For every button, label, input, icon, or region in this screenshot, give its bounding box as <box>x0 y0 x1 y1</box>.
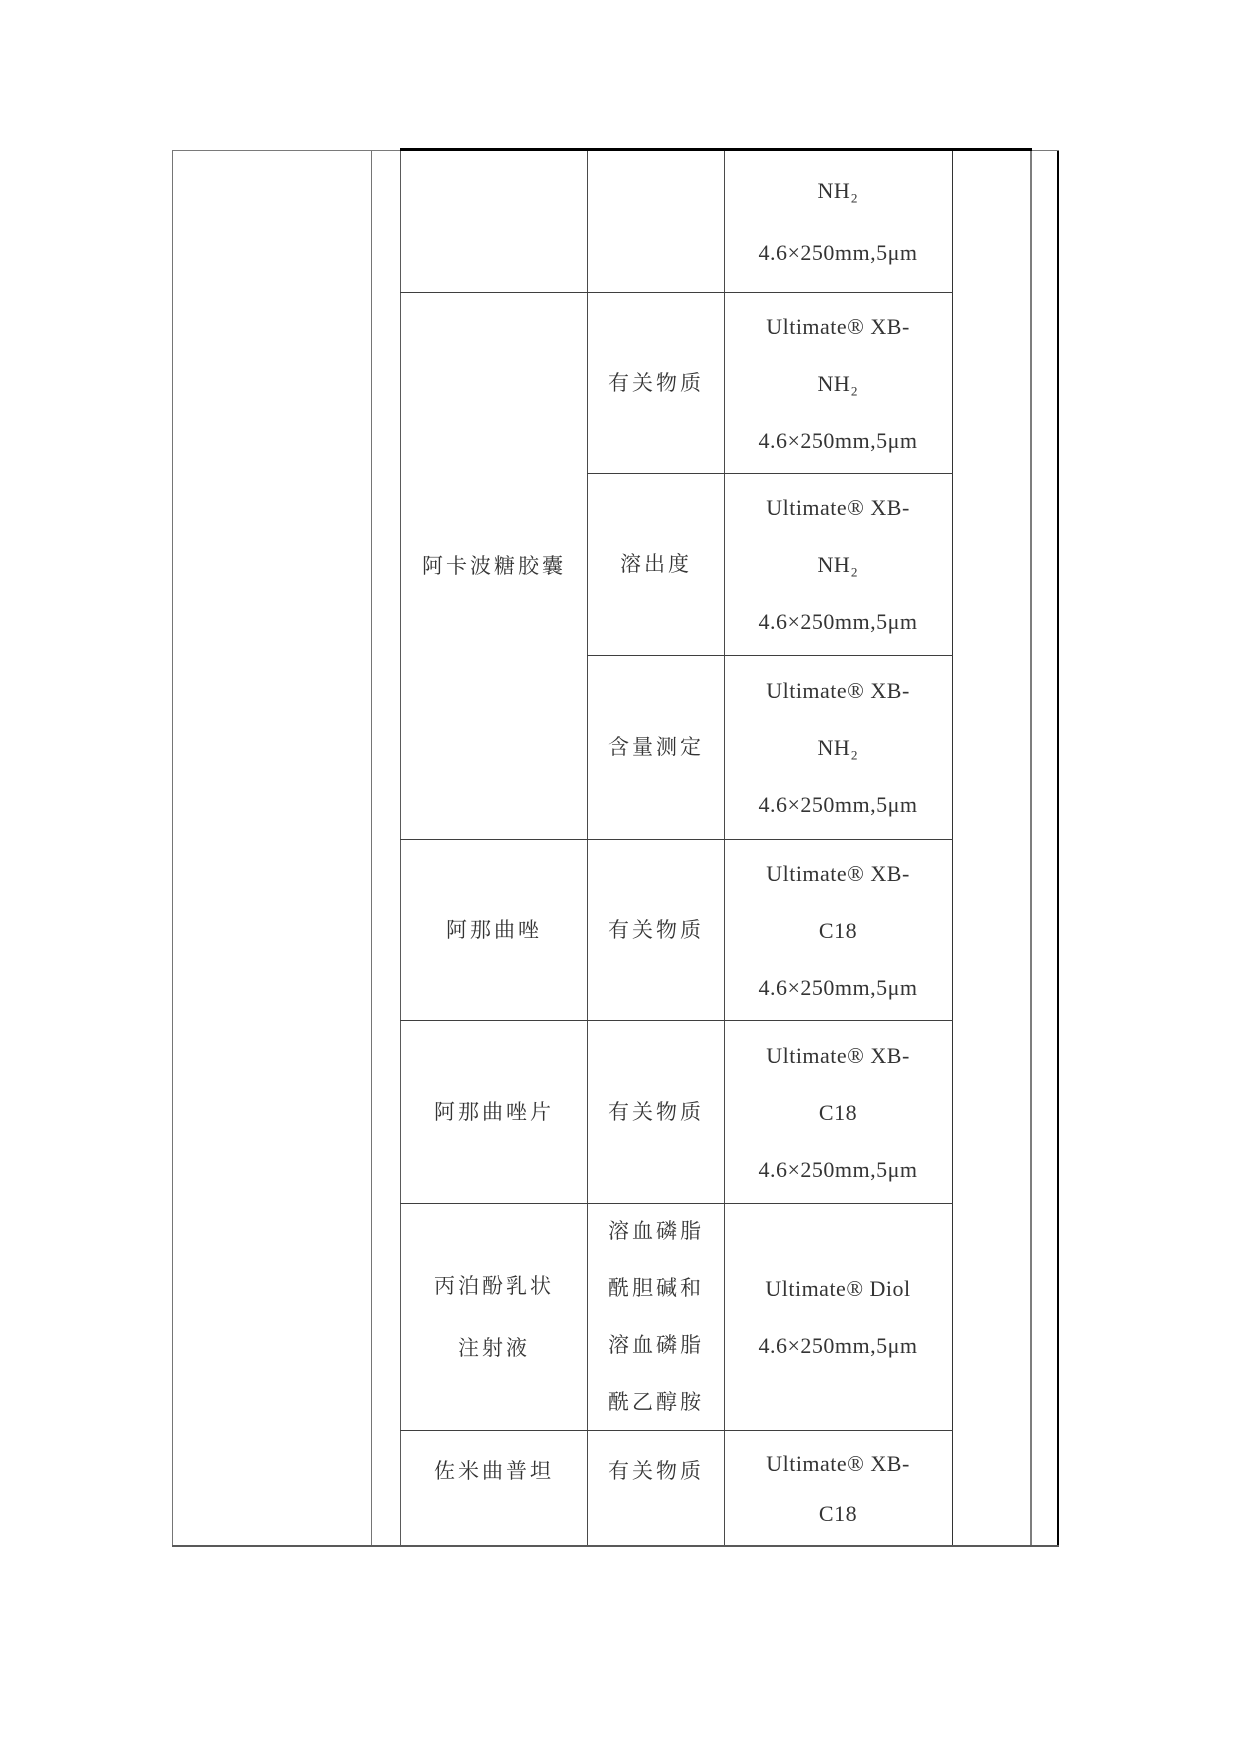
table-border-col-margin-right <box>1030 150 1032 1547</box>
table-border-top-thick <box>400 148 1032 151</box>
spec-line: 4.6×250mm,5μm <box>758 1333 918 1358</box>
cell-spec-xb-c18-2 <box>725 1021 951 1223</box>
test-item-line: 有关物质 <box>608 370 704 395</box>
spec-line: NH₂ <box>817 735 859 760</box>
cell-drug-propofol-emulsion-injection <box>401 1204 587 1454</box>
spec-line: C18 <box>818 917 858 943</box>
spec-line: 4.6×250mm,5μm <box>758 239 918 265</box>
spec-line: 4.6×250mm,5μm <box>758 974 918 1000</box>
cell-spec-xb-nh2-3 <box>725 656 951 859</box>
table-border-right <box>1057 150 1059 1547</box>
cell-spec-xb-c18-3 <box>725 1431 951 1553</box>
table-border-col-spec-right <box>952 150 953 1547</box>
cell-test-related-substances-3 <box>588 1021 724 1227</box>
drug-name-line: 阿那曲唑片 <box>434 1099 554 1124</box>
cell-drug-zolmitriptan <box>401 1431 587 1557</box>
spec-line: NH₂ <box>817 370 859 396</box>
spec-line: C18 <box>818 1099 858 1125</box>
test-item-line: 有关物质 <box>608 917 704 942</box>
test-item-line: 酰乙醇胺 <box>608 1390 704 1414</box>
drug-name-line: 佐米曲普坦 <box>434 1459 554 1483</box>
cell-spec-xb-nh2-1 <box>725 293 951 493</box>
spec-line: Ultimate® XB- <box>766 495 910 520</box>
test-item-line: 含量测定 <box>608 735 704 759</box>
cell-drug-anastrozole-tablets <box>401 1021 587 1227</box>
spec-line: 4.6×250mm,5μm <box>758 609 918 634</box>
cell-spec-diol <box>725 1204 951 1454</box>
cell-test-lysophospholipids <box>588 1204 724 1430</box>
spec-line: NH₂ <box>817 552 859 577</box>
spec-line: Ultimate® Diol <box>765 1276 911 1301</box>
test-item-line: 溶血磷脂 <box>608 1333 704 1357</box>
spec-line: Ultimate® XB- <box>766 1042 910 1068</box>
cell-test-related-substances-2 <box>588 840 724 1044</box>
drug-name-line: 丙泊酚乳状 <box>434 1274 554 1298</box>
cell-test-related-substances-1 <box>588 293 724 497</box>
cell-spec-xb-nh2-2 <box>725 474 951 675</box>
cell-test-related-substances-4 <box>588 1431 724 1557</box>
test-item-line: 有关物质 <box>608 1459 704 1483</box>
spec-line: 4.6×250mm,5μm <box>758 792 918 817</box>
test-item-line: 有关物质 <box>608 1099 704 1124</box>
spec-line: 4.6×250mm,5μm <box>758 1156 918 1182</box>
cell-drug-anastrozole <box>401 840 587 1044</box>
cell-test-dissolution <box>588 474 724 679</box>
spec-line: C18 <box>818 1501 858 1526</box>
spec-line: Ultimate® XB- <box>766 1451 910 1476</box>
drug-name-line: 阿那曲唑 <box>446 917 542 942</box>
cell-test-assay <box>588 656 724 863</box>
cell-drug-acarbose-capsules <box>401 293 587 865</box>
spec-line: NH₂ <box>817 177 859 203</box>
drug-name-line: 阿卡波糖胶囊 <box>422 553 566 578</box>
test-item-line: 溶出度 <box>620 552 692 576</box>
table-border-left <box>172 150 173 1547</box>
drug-name-line: 注射液 <box>458 1336 530 1360</box>
spec-line: Ultimate® XB- <box>766 313 910 339</box>
table-border-col-margin-left <box>371 150 372 1547</box>
spec-line: Ultimate® XB- <box>766 860 910 886</box>
spec-line: 4.6×250mm,5μm <box>758 427 918 453</box>
cell-spec-xb-c18-1 <box>725 840 951 1040</box>
test-item-line: 溶血磷脂 <box>608 1219 704 1243</box>
spec-line: Ultimate® XB- <box>766 678 910 703</box>
cell-spec-carryover <box>725 152 951 313</box>
test-item-line: 酰胆碱和 <box>608 1276 704 1300</box>
